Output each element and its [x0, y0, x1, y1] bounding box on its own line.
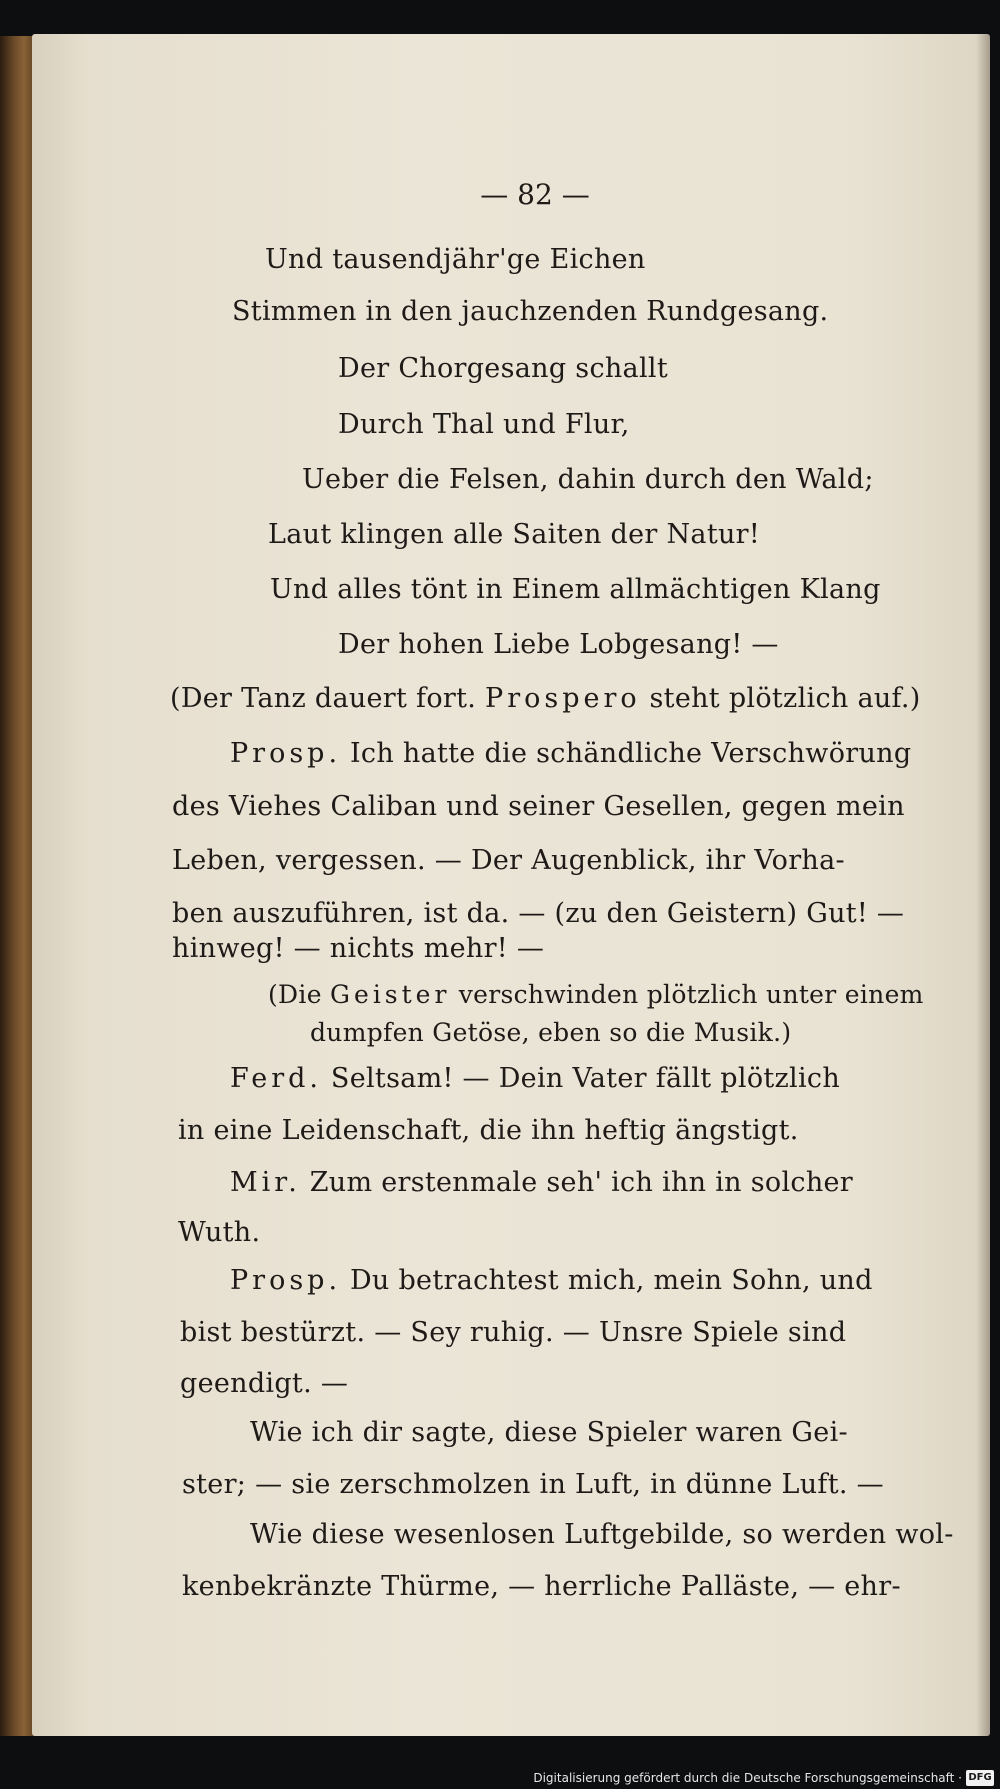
character-name: Geister	[330, 980, 451, 1009]
speaker-name: Mir.	[230, 1167, 301, 1198]
verse-line: Ueber die Felsen, dahin durch den Wald;	[302, 464, 874, 495]
speech-text: Du betrachtest mich, mein Sohn, und	[349, 1265, 873, 1296]
paragraph-line: kenbekränzte Thürme, — herrliche Palläste, — ehr-	[182, 1571, 901, 1602]
stage-direction-text: (Die	[268, 980, 322, 1009]
speaker-name: Prosp.	[230, 738, 342, 769]
speech-text: Seltsam! — Dein Vater fällt plötzlich	[330, 1063, 841, 1094]
speech-line: in eine Leidenschaft, die ihn heftig ängstigt.	[178, 1115, 799, 1146]
speech-line: ben auszuführen, ist da. — (zu den Geistern) Gut! —	[172, 898, 905, 929]
verse-line: Durch Thal und Flur,	[338, 409, 630, 440]
stage-direction-text: steht plötzlich auf.)	[649, 683, 921, 714]
page-shadow	[976, 34, 990, 1736]
paragraph-line: Wie ich dir sagte, diese Spieler waren Gei-	[250, 1417, 848, 1448]
paragraph-line: ster; — sie zerschmolzen in Luft, in dünne Luft. —	[182, 1469, 884, 1500]
speech-first-line	[230, 1264, 873, 1298]
speech-text: Ich hatte die schändliche Verschwörung	[349, 738, 912, 769]
speaker-name: Prosp.	[230, 1265, 342, 1296]
speech-first-line	[230, 1062, 840, 1096]
speech-line: geendigt. —	[180, 1368, 349, 1399]
speaker-name: Ferd.	[230, 1063, 323, 1094]
verse-line: Und tausendjähr'ge Eichen	[265, 244, 646, 275]
verse-line: Der Chorgesang schallt	[338, 353, 668, 384]
speech-first-line	[230, 1166, 853, 1200]
character-name: Prospero	[485, 683, 641, 714]
stage-direction-text: verschwinden plötzlich unter einem	[458, 980, 924, 1009]
stage-direction	[170, 682, 921, 716]
speech-first-line	[230, 737, 911, 771]
verse-line: Laut klingen alle Saiten der Natur!	[268, 519, 761, 550]
digitization-credit: Digitalisierung gefördert durch die Deutsche Forschungsgemeinschaft ·	[533, 1771, 962, 1785]
speech-line: hinweg! — nichts mehr! —	[172, 933, 545, 964]
verse-line: Der hohen Liebe Lobgesang! —	[338, 629, 779, 660]
stage-direction-text: (Der Tanz dauert fort.	[170, 683, 477, 714]
speech-line: bist bestürzt. — Sey ruhig. — Unsre Spiele sind	[180, 1317, 847, 1348]
speech-line: Leben, vergessen. — Der Augenblick, ihr Vorha-	[172, 845, 845, 876]
speech-line: des Viehes Caliban und seiner Gesellen, gegen mein	[172, 791, 905, 822]
speech-text: Zum erstenmale seh' ich ihn in solcher	[309, 1167, 853, 1198]
stage-direction	[268, 978, 924, 1012]
verse-line: Stimmen in den jauchzenden Rundgesang.	[232, 296, 829, 327]
stage-direction-line: dumpfen Getöse, eben so die Musik.)	[310, 1018, 792, 1047]
page-number: — 82 —	[480, 178, 590, 211]
paragraph-line: Wie diese wesenlosen Luftgebilde, so werden wol-	[250, 1519, 954, 1550]
dfg-logo: DFG	[966, 1770, 994, 1786]
verse-line: Und alles tönt in Einem allmächtigen Klang	[270, 574, 881, 605]
speech-line: Wuth.	[178, 1217, 261, 1248]
